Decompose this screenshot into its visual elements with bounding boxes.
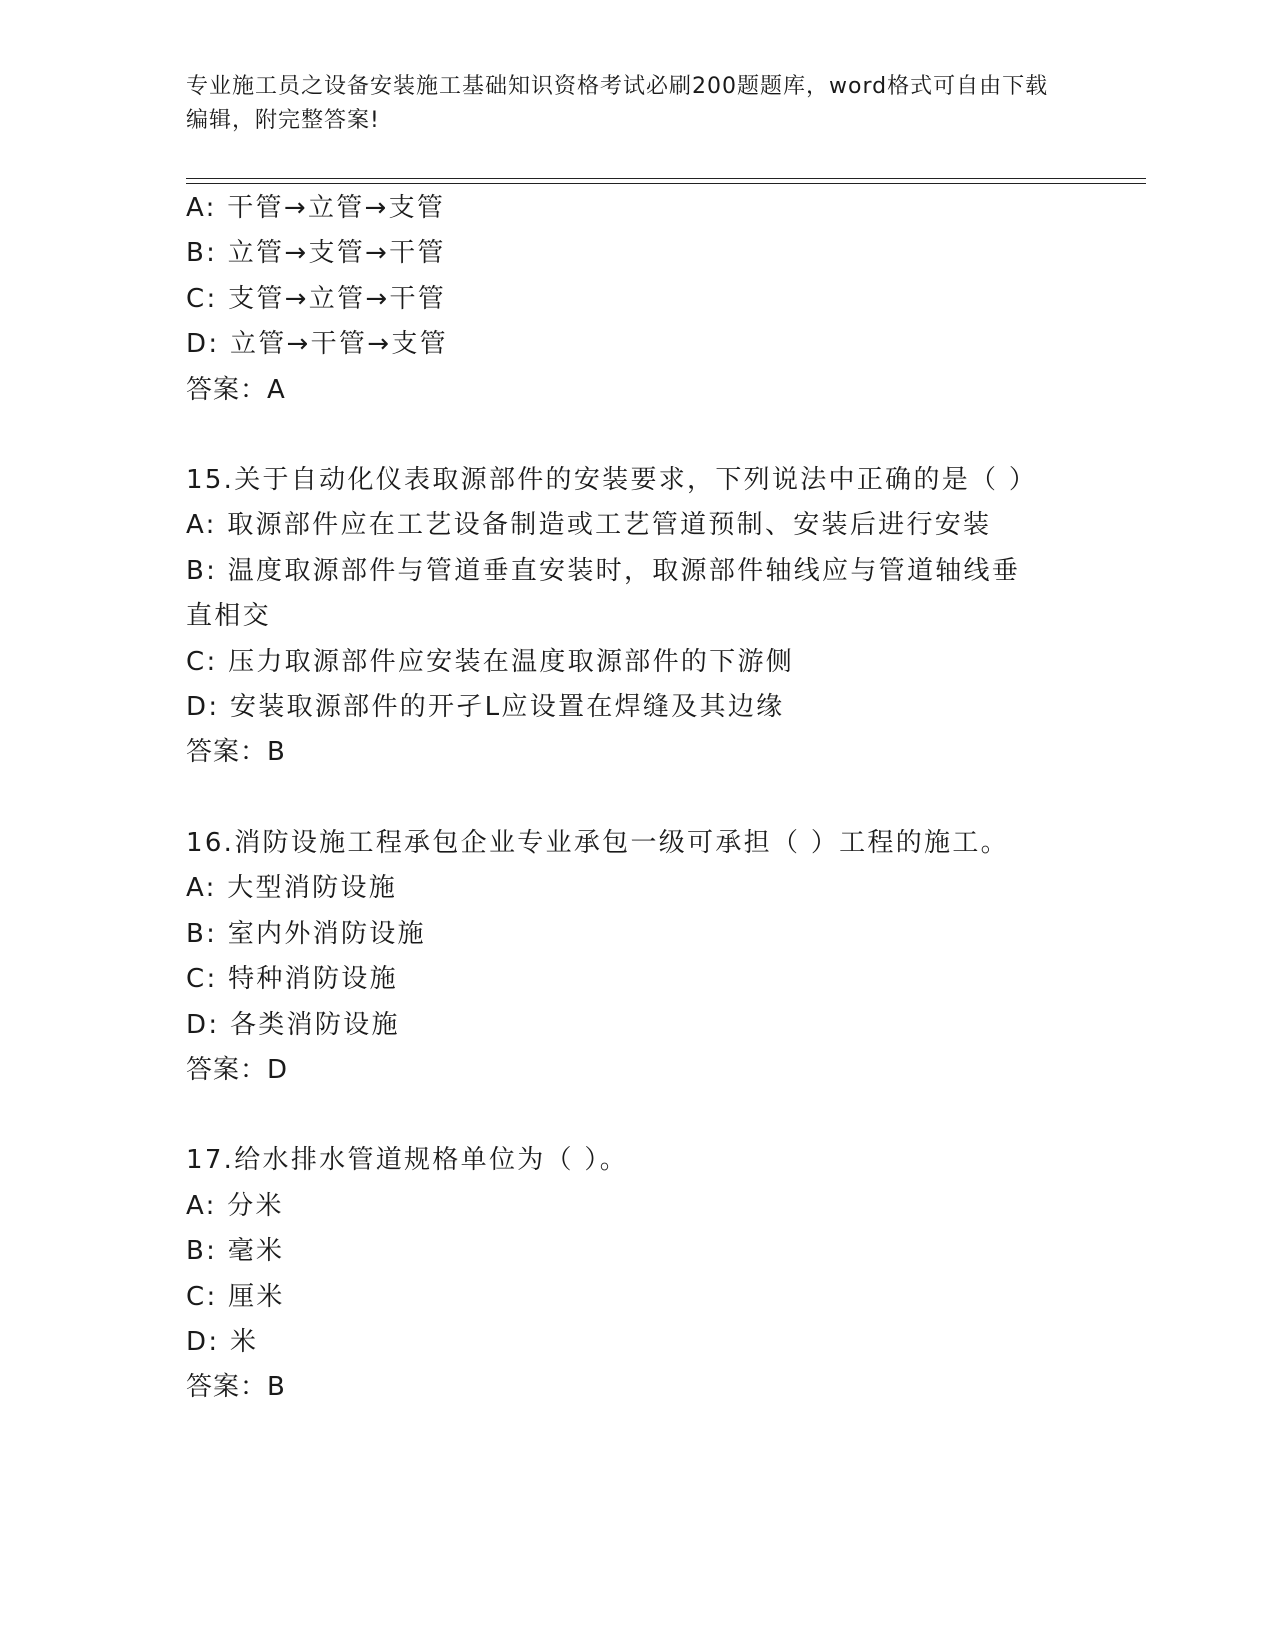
option-b: B: 毫米 [186,1236,285,1267]
answer-line: 答案：B [186,1372,286,1403]
option-a: A: 分米 [186,1190,284,1221]
question-block-14 [186,186,1086,413]
option-c: C: 特种消防设施 [186,964,398,995]
document-body [186,186,1086,1411]
question-block-17 [186,1138,1086,1410]
spacer [186,413,1086,458]
answer-line: 答案：D [186,1054,289,1085]
option-b: B: 室内外消防设施 [186,918,426,949]
answer-line: 答案：A [186,374,286,405]
option-a: A: 大型消防设施 [186,873,398,904]
option-a: A: 干管→立管→支管 [186,193,446,223]
spacer [186,776,1086,821]
question-block-15 [186,458,1086,776]
option-b: B: 温度取源部件与管道垂直安装时，取源部件轴线应与管道轴线垂直相交 [186,555,1021,632]
option-c: C: 厘米 [186,1281,285,1312]
question-text: 16.消防设施工程承包企业专业承包一级可承担（ ）工程的施工。 [186,827,1009,858]
option-d: D: 米 [186,1326,259,1357]
option-a: A: 取源部件应在工艺设备制造或工艺管道预制、安装后进行安装 [186,510,992,541]
spacer [186,1093,1086,1138]
option-c: C: 支管→立管→干管 [186,283,447,314]
option-d: D: 各类消防设施 [186,1009,400,1040]
option-d: D: 安装取源部件的开孑L应设置在焊缝及其边缘 [186,692,785,723]
header-rule-top [186,178,1146,179]
question-text: 17.给水排水管道规格单位为（ ）。 [186,1145,629,1176]
question-block-16 [186,821,1086,1093]
question-text: 15.关于自动化仪表取源部件的安装要求，下列说法中正确的是（ ） [186,465,1038,496]
document-header: 专业施工员之设备安装施工基础知识资格考试必刷200题题库，word格式可自由下载编辑，附完整答案! [186,74,1049,133]
option-b: B: 立管→支管→干管 [186,238,446,269]
option-d: D: 立管→干管→支管 [186,329,448,360]
answer-line: 答案：B [186,737,286,768]
header-rule-bottom [186,183,1146,184]
option-c: C: 压力取源部件应安装在温度取源部件的下游侧 [186,646,795,677]
